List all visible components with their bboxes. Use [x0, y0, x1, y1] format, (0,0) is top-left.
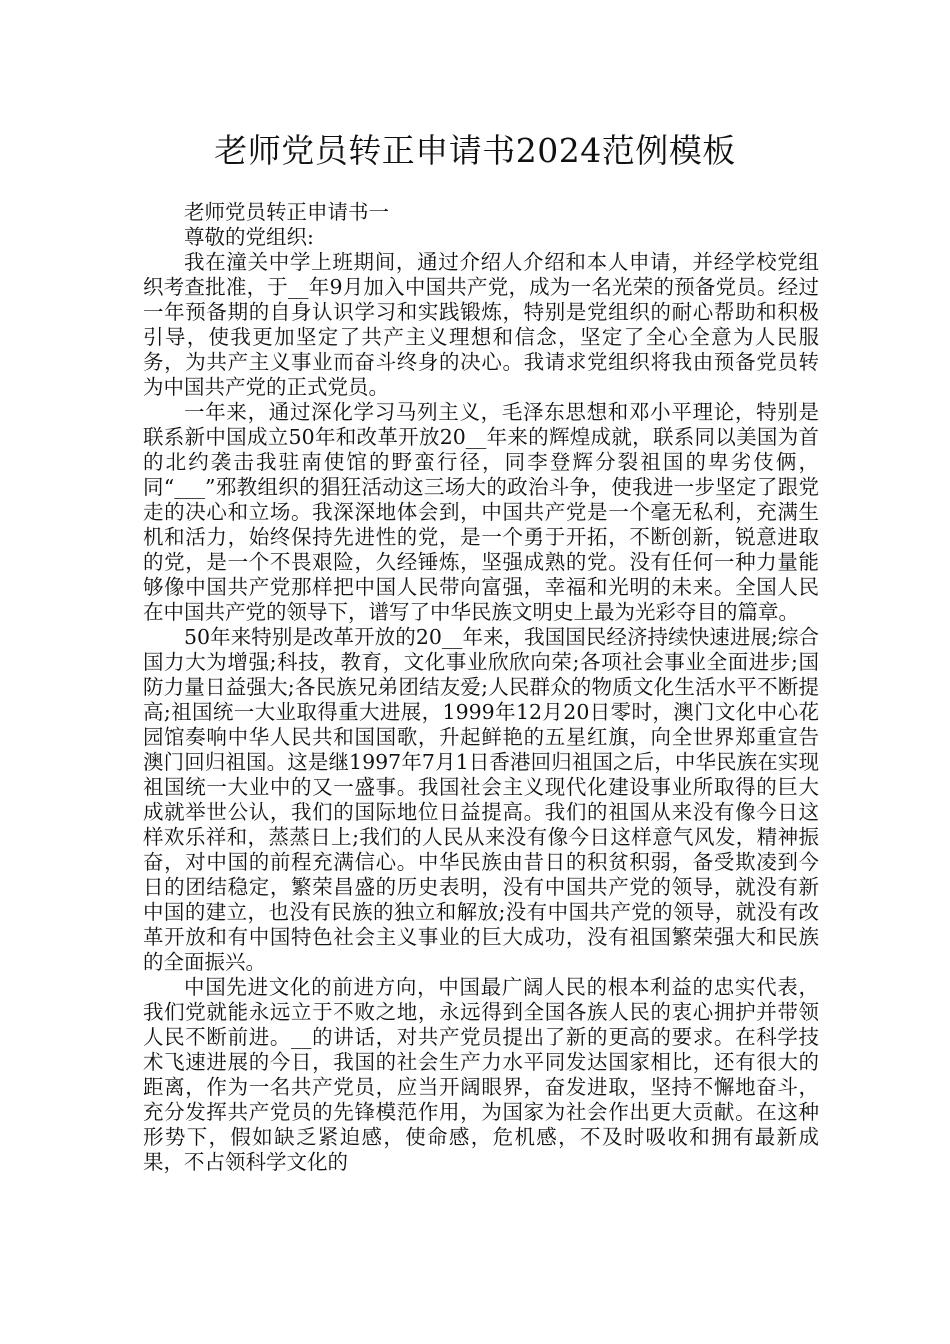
- document-title: 老师党员转正申请书2024范例模板: [214, 131, 736, 170]
- salutation: 尊敬的党组织:: [184, 225, 314, 249]
- paragraph: 50年来特别是改革开放的20__年来，我国国民经济持续快速进展;综合国力大为增强;科技，教育，文化事业欣欣向荣;各项社会事业全面进步;国防力量日益强大;各民族兄弟团结友爱;人民群众的物质文化生活水平不断提高;祖国统一大业取得重大进展，1999年12月20日零时，澳门文化中心花园馆奏响中华人民共和国国歌，升起鲜艳的五星红旗，向全世界郑重宣告澳门回归祖国。这是继1997年7月1日香港回归祖国之后，中华民族在实现祖国统一大业中的又一盛事。我国社会主义现代化建设事业所取得的巨大成就举世公认，我们的国际地位日益提高。我们的祖国从来没有像今日这样欢乐祥和，蒸蒸日上;我们的人民从来没有像今日这样意气风发，精神振奋，对中国的前程充满信心。中华民族由昔日的积贫积弱，备受欺凌到今日的团结稳定，繁荣昌盛的历史表明，没有中国共产党的领导，就没有新中国的建立，也没有民族的独立和解放;没有中国共产党的领导，就没有改革开放和有中国特色社会主义事业的巨大成功，没有祖国繁荣强大和民族的全面振兴。: [143, 625, 819, 974]
- paragraph: 我在潼关中学上班期间，通过介绍人介绍和本人申请，并经学校党组织考查批准，于__年9月加入中国共产党，成为一名光荣的预备党员。经过一年预备期的自身认识学习和实践锻炼，特别是党组织的耐心帮助和积极引导，使我更加坚定了共产主义理想和信念，坚定了全心全意为人民服务，为共产主义事业而奋斗终身的决心。我请求党组织将我由预备党员转为中国共产党的正式党员。: [143, 250, 819, 399]
- document-body: [143, 200, 819, 1175]
- paragraph: 一年来，通过深化学习马列主义，毛泽东思想和邓小平理论，特别是联系新中国成立50年和改革开放20__年来的辉煌成就，联系同以美国为首的北约袭击我驻南使馆的野蛮行径，同李登辉分裂祖国的卑劣伎俩，同“___”邪教组织的猖狂活动这三场大的政治斗争，使我进一步坚定了跟党走的决心和立场。我深深地体会到，中国共产党是一个毫无私利，充满生机和活力，始终保持先进性的党，是一个勇于开拓，不断创新，锐意进取的党，是一个不畏艰险，久经锤炼，坚强成熟的党。没有任何一种力量能够像中国共产党那样把中国人民带向富强，幸福和光明的未来。全国人民在中国共产党的领导下，谱写了中华民族文明史上最为光彩夺目的篇章。: [143, 400, 819, 624]
- document-subtitle: 老师党员转正申请书一: [184, 200, 389, 224]
- paragraph: 中国先进文化的前进方向，中国最广阔人民的根本利益的忠实代表，我们党就能永远立于不败之地，永远得到全国各族人民的衷心拥护并带领人民不断前进。__的讲话，对共产党员提出了新的更高的要求。在科学技术飞速进展的今日，我国的社会生产力水平同发达国家相比，还有很大的距离，作为一名共产党员，应当开阔眼界，奋发进取，坚持不懈地奋斗，充分发挥共产党员的先锋模范作用，为国家为社会作出更大贡献。在这种形势下，假如缺乏紧迫感，使命感，危机感，不及时吸收和拥有最新成果，不占领科学文化的: [143, 975, 819, 1174]
